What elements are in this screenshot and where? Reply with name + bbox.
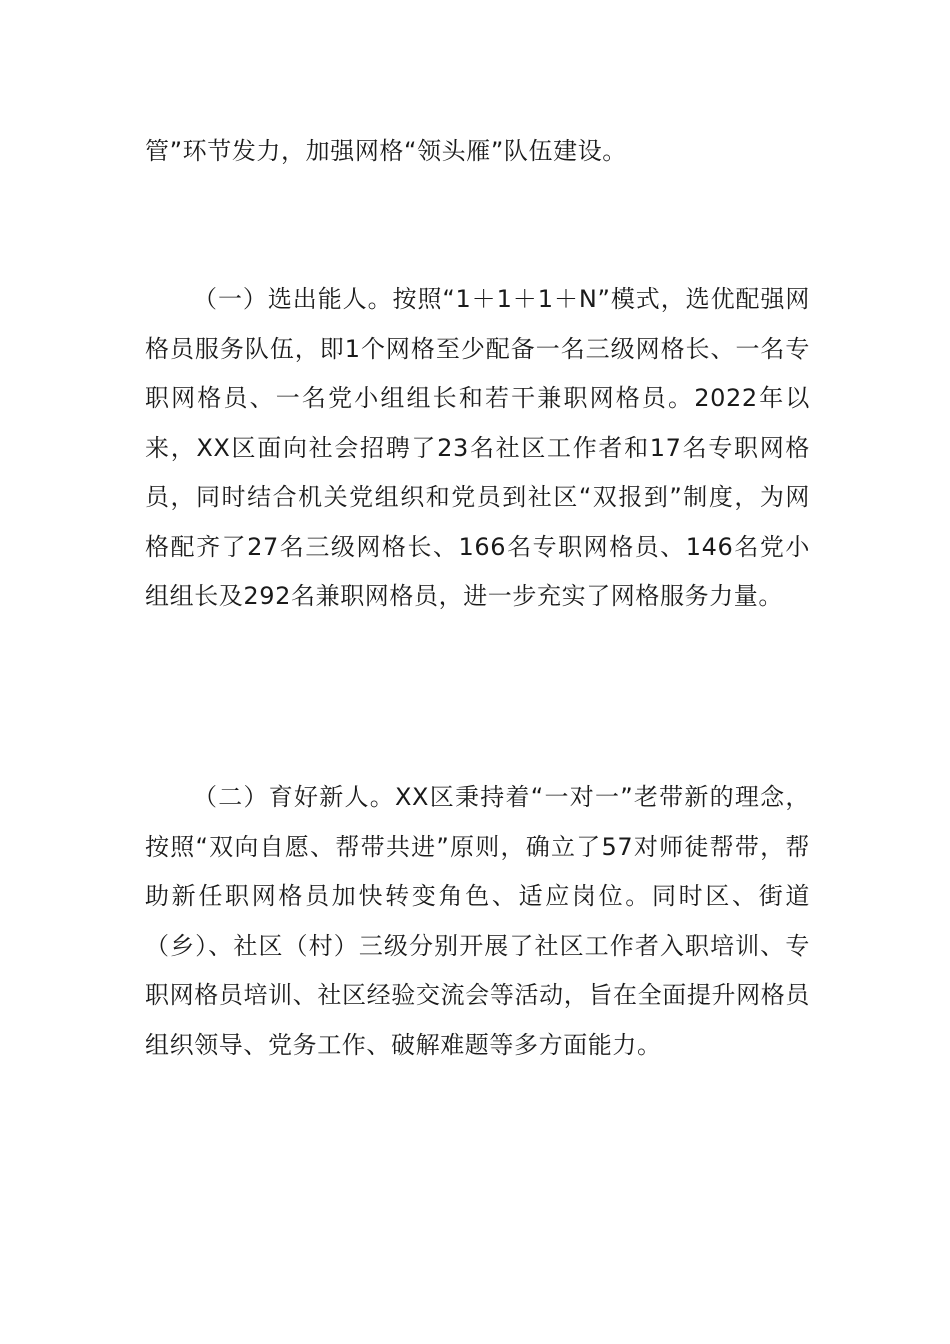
paragraph-section-two: （二）育好新人。XX区秉持着“一对一”老带新的理念，按照“双向自愿、帮带共进”原则，确立了57对师徒帮带，帮助新任职网格员加快转变角色、适应岗位。同时区、街道（乡）、社区（村）三级分别开展了社区工作者入职培训、专职网格员培训、社区经验交流会等活动，旨在全面提升网格员组织领导、党务工作、破解难题等多方面能力。 <box>145 783 810 1059</box>
paragraph-continuation: 管”环节发力，加强网格“领头雁”队伍建设。 <box>145 137 627 165</box>
paragraph-section-one: （一）选出能人。按照“1＋1＋1＋N”模式，选优配强网格员服务队伍，即1个网格至少配备一名三级网格长、一名专职网格员、一名党小组组长和若干兼职网格员。2022年以来，XX区面向社会招聘了23名社区工作者和17名专职网格员，同时结合机关党组织和党员到社区“双报到”制度，为网格配齐了27名三级网格长、166名专职网格员、146名党小组组长及292名兼职网格员，进一步充实了网格服务力量。 <box>145 285 810 610</box>
